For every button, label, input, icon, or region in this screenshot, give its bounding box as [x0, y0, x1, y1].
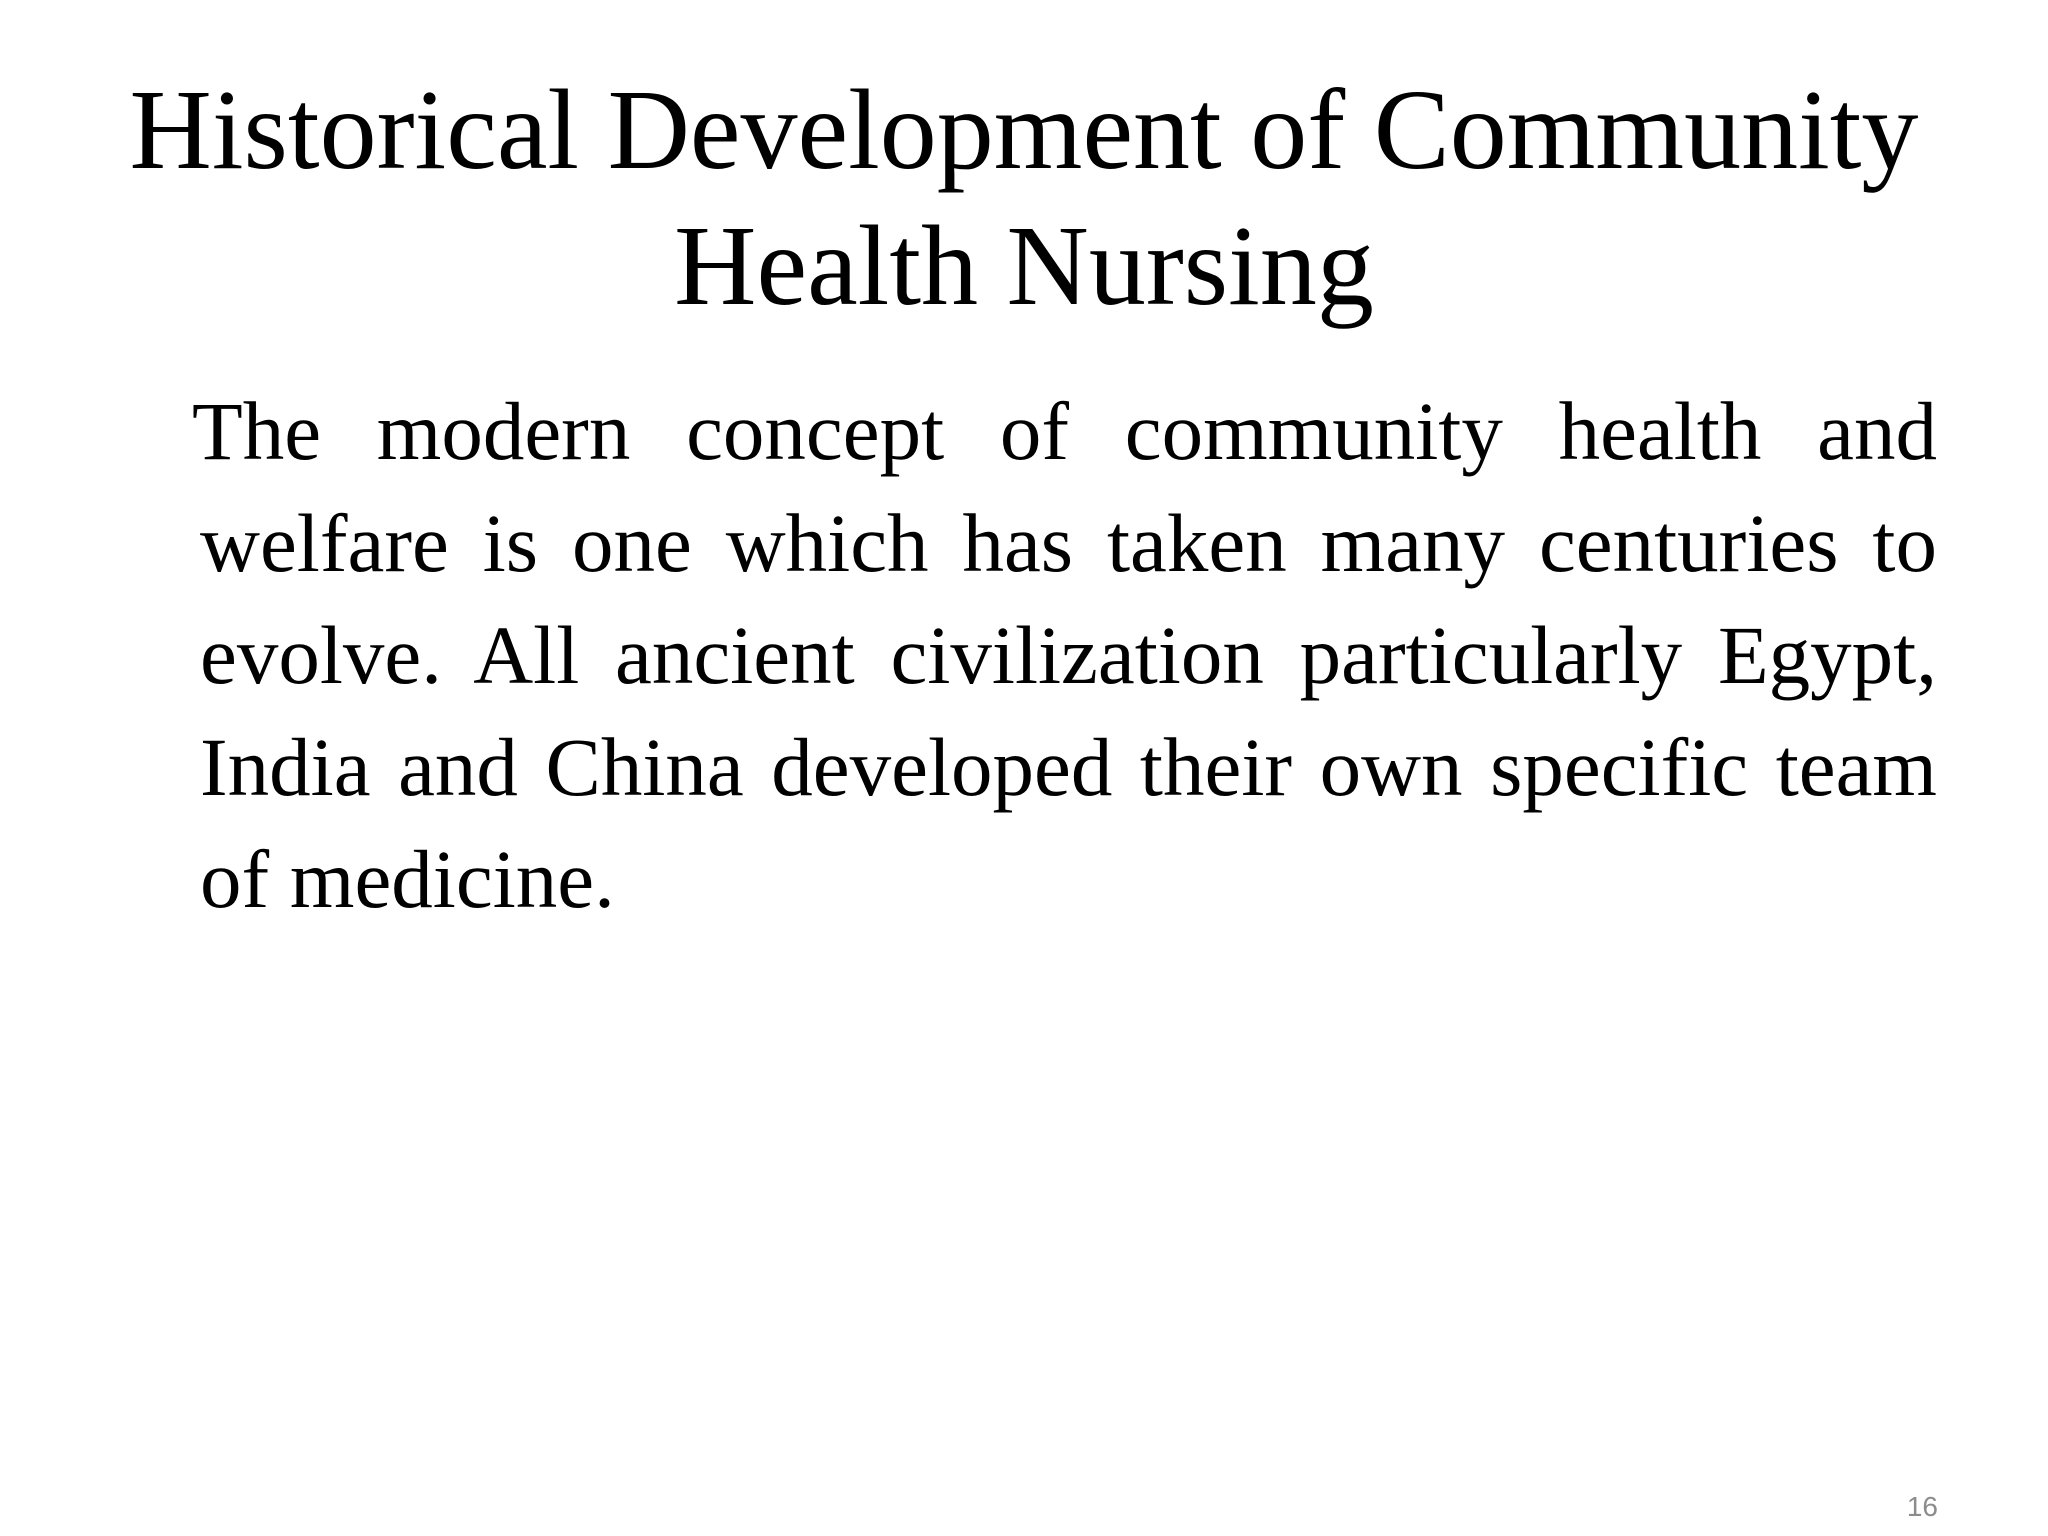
slide-title-line-2: Health Nursing — [674, 202, 1374, 329]
slide-title-line-1: Historical Development of Community — [129, 66, 1919, 193]
slide-page-number: 16 — [1906, 1491, 1938, 1522]
slide-body-text: The modern concept of community health and welfare is one which has taken many centuries to evolve. All ancient civilization particularly Egypt, India and China developed their own specific team of medicine. — [192, 385, 1937, 925]
slide-title — [0, 62, 2048, 334]
